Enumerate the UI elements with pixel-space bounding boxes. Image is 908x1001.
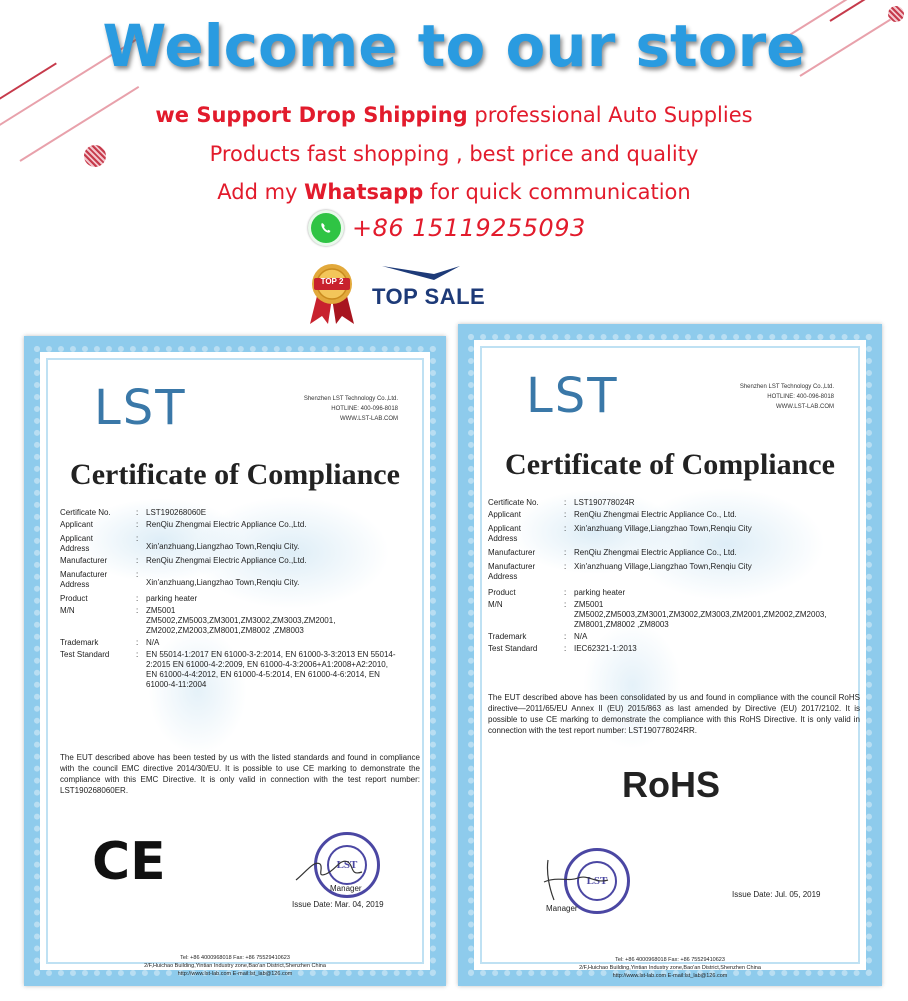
manager-label: Manager [330, 884, 362, 893]
field-row: Test Standard : IEC62321-1:2013 [488, 644, 858, 654]
drop-shipping-text: we Support Drop Shipping [155, 103, 468, 127]
field-label: Applicant [60, 520, 93, 529]
field-row: Manufacturer Address : Xin'anzhuang Village,Liangzhao Town,Renqiu City [488, 562, 858, 582]
whatsapp-label: Whatsapp [304, 180, 424, 204]
eut-statement: The EUT described above has been consolidated by us and found in compliance with the council RoHS directive—2011/65/EU Annex II (EU) 2015/863 as last amended by Directive (EU) 2017/2102. It is possible to use CE marking to demonstrate the compliance with this RoHS Directive. It is only valid in connection with the test report number: LST190778024RR. [488, 693, 860, 735]
ce-mark: CE [92, 832, 166, 892]
field-label: Product [488, 588, 516, 597]
top-sale-swoosh-icon [372, 262, 522, 286]
field-label: Product [60, 594, 88, 603]
company-hotline: HOTLINE: 400-096-8018 [331, 406, 398, 412]
certificate-title: Certificate of Compliance [70, 458, 400, 491]
issue-date: Issue Date: Jul. 05, 2019 [732, 890, 821, 899]
top2-medal-icon [306, 262, 358, 326]
certificate-footer [482, 956, 858, 980]
field-value: ZM5001 ZM5002,ZM5003,ZM3001,ZM3002,ZM3003,ZM2001, ZM2002,ZM2003,ZM8001,ZM8002 ,ZM8003 [146, 606, 336, 635]
field-value: N/A [146, 638, 160, 647]
field-row: Product : parking heater [488, 588, 858, 598]
field-row: Trademark : N/A [488, 632, 858, 642]
field-label: Trademark [488, 632, 527, 641]
field-value: LST190268060E [146, 508, 207, 517]
field-row: Applicant Address : Xin'anzhuang,Liangzhao Town,Renqiu City. [60, 534, 420, 554]
field-row: M/N : ZM5001 ZM5002,ZM5003,ZM3001,ZM3002,ZM3003,ZM2001, ZM2002,ZM2003,ZM8001,ZM8002 ,ZM8003 [60, 606, 420, 636]
company-name: Shenzhen LST Technology Co.,Ltd. [303, 396, 398, 402]
field-row: Test Standard : EN 55014-1:2017 EN 61000-3-2:2014, EN 61000-3-3:2013 EN 55014-2:2015 EN 61000-4-2:2009, EN 61000-4-3:2006+A1:2008+A2:2010, EN 61000-4-4:2012, EN 61000-4-5:2014, EN 61000-4-6:2014, EN 61000-4-11:2004 [60, 650, 396, 689]
phone-row[interactable] [308, 208, 586, 248]
footer-phone: Tel: +86 4000968018 Fax: +86 75529410623 [180, 955, 290, 961]
certificate-fields [60, 508, 420, 690]
field-label: M/N [60, 606, 75, 615]
field-label: Manufacturer Address [60, 570, 108, 589]
certificate-title: Certificate of Compliance [505, 448, 835, 481]
lst-logo [94, 380, 187, 436]
signature-icon [538, 856, 618, 906]
footer-web: http://www.lst-lab.com E-mail:lst_lab@126.com [177, 971, 293, 977]
field-value: RenQiu Zhengmai Electric Appliance Co., Ltd. [574, 510, 737, 519]
field-label: Certificate No. [488, 498, 539, 507]
field-label: Manufacturer [60, 556, 108, 565]
field-label: Test Standard [488, 644, 538, 653]
field-value: EN 55014-1:2017 EN 61000-3-2:2014, EN 61000-3-3:2013 EN 55014-2:2015 EN 61000-4-2:2009, EN 61000-4-3:2006+A1:2008+A2:2010, EN 61000-4-4:2012, EN 61000-4-5:2014, EN 61000-4-6:2014, EN 61000-4-11:2004 [146, 650, 396, 689]
lst-logo-text: LST [94, 380, 187, 436]
field-value: N/A [574, 632, 588, 641]
lst-logo [526, 368, 619, 424]
field-row: M/N : ZM5001 ZM5002,ZM5003,ZM3001,ZM3002,ZM3003,ZM2001,ZM2002,ZM2003, ZM8001,ZM8002 ,ZM8003 [488, 600, 858, 630]
field-row: Trademark : N/A [60, 638, 420, 648]
field-row: Applicant : RenQiu Zhengmai Electric Appliance Co.,Ltd. [60, 520, 420, 530]
certificate-body [46, 358, 424, 977]
field-value: RenQiu Zhengmai Electric Appliance Co., Ltd. [574, 548, 737, 557]
field-label: Test Standard [60, 650, 110, 659]
field-value: Xin'anzhuang,Liangzhao Town,Renqiu City. [146, 542, 300, 551]
certificate-body [480, 346, 860, 979]
company-info [740, 382, 834, 412]
footer-address: 2/F,Huichao Building,Yintian Industry zone,Bao'an District,Shenzhen China [144, 963, 326, 969]
field-row: Certificate No. : LST190778024R [488, 498, 858, 508]
company-website: WWW.LST-LAB.COM [775, 404, 834, 410]
field-row: Manufacturer : RenQiu Zhengmai Electric Appliance Co.,Ltd. [60, 556, 420, 566]
field-row: Manufacturer Address : Xin'anzhuang,Liangzhao Town,Renqiu City. [60, 570, 420, 590]
promo-line-1 [0, 103, 908, 127]
field-value: RenQiu Zhengmai Electric Appliance Co.,Ltd. [146, 556, 307, 565]
field-value: ZM5001 ZM5002,ZM5003,ZM3001,ZM3002,ZM3003,ZM2001,ZM2002,ZM2003, ZM8001,ZM8002 ,ZM8003 [574, 600, 827, 629]
field-row: Applicant : RenQiu Zhengmai Electric Appliance Co., Ltd. [488, 510, 858, 520]
company-info [304, 394, 398, 424]
badge-text: TOP 2 [320, 277, 344, 286]
field-label: Manufacturer Address [488, 562, 536, 581]
phone-number[interactable]: +86 15119255093 [352, 214, 586, 242]
company-name: Shenzhen LST Technology Co.,Ltd. [739, 384, 834, 390]
company-website: WWW.LST-LAB.COM [339, 416, 398, 422]
field-value: IEC62321-1:2013 [574, 644, 637, 653]
promo-line-2: Products fast shopping , best price and quality [209, 142, 699, 166]
certificate-ce [24, 336, 446, 986]
top-sale-logo [372, 262, 522, 312]
field-row: Manufacturer : RenQiu Zhengmai Electric Appliance Co., Ltd. [488, 548, 858, 558]
field-value: LST190778024R [574, 498, 635, 507]
field-value: Xin'anzhuang Village,Liangzhao Town,Renqiu City [574, 524, 752, 533]
page-title: Welcome to our store [102, 12, 806, 80]
top-sale-text: TOP SALE [372, 284, 486, 309]
field-label: Certificate No. [60, 508, 111, 517]
field-value: parking heater [574, 588, 626, 597]
field-label: Manufacturer [488, 548, 536, 557]
field-value: parking heater [146, 594, 198, 603]
field-label: M/N [488, 600, 503, 609]
certificate-rohs [458, 324, 882, 986]
field-label: Applicant Address [60, 534, 93, 553]
issue-date: Issue Date: Mar. 04, 2019 [292, 900, 384, 909]
company-hotline: HOTLINE: 400-096-8018 [767, 394, 834, 400]
stamp-text: LST [577, 861, 617, 901]
field-value: RenQiu Zhengmai Electric Appliance Co.,Ltd. [146, 520, 307, 529]
footer-phone: Tel: +86 4000968018 Fax: +86 75529410623 [615, 957, 725, 963]
auto-supplies-text: professional Auto Supplies [467, 103, 753, 127]
footer-web: http://www.lst-lab.com E-mail:lst_lab@126.com [612, 973, 728, 979]
field-value: Xin'anzhuang Village,Liangzhao Town,Renqiu City [574, 562, 752, 571]
stamp-text: LST [327, 845, 367, 885]
footer-address: 2/F,Huichao Building,Yintian Industry zone,Bao'an District,Shenzhen China [579, 965, 761, 971]
certificate-footer [48, 954, 422, 978]
certificate-fields [488, 498, 858, 654]
promo-line-3 [0, 180, 908, 204]
eut-statement: The EUT described above has been tested by us with the listed standards and found in compliance with the council EMC directive 2014/30/EU. It is possible to use CE marking to demonstrate the compliance with this EMC Directive. It is only valid in connection with the test report number: LST190268060ER. [60, 753, 420, 795]
field-label: Trademark [60, 638, 99, 647]
whatsapp-icon[interactable] [308, 210, 344, 246]
whatsapp-pre-text: Add my [217, 180, 305, 204]
field-label: Applicant [488, 510, 521, 519]
field-row: Applicant Address : Xin'anzhuang Village,Liangzhao Town,Renqiu City [488, 524, 858, 544]
manager-label: Manager [546, 904, 578, 913]
lst-logo-text: LST [526, 368, 619, 424]
field-row: Certificate No. : LST190268060E [60, 508, 420, 518]
field-value: Xin'anzhuang,Liangzhao Town,Renqiu City. [146, 578, 300, 587]
rohs-mark: RoHS [622, 764, 720, 805]
field-row: Product : parking heater [60, 594, 420, 604]
field-label: Applicant Address [488, 524, 521, 543]
whatsapp-post-text: for quick communication [423, 180, 691, 204]
